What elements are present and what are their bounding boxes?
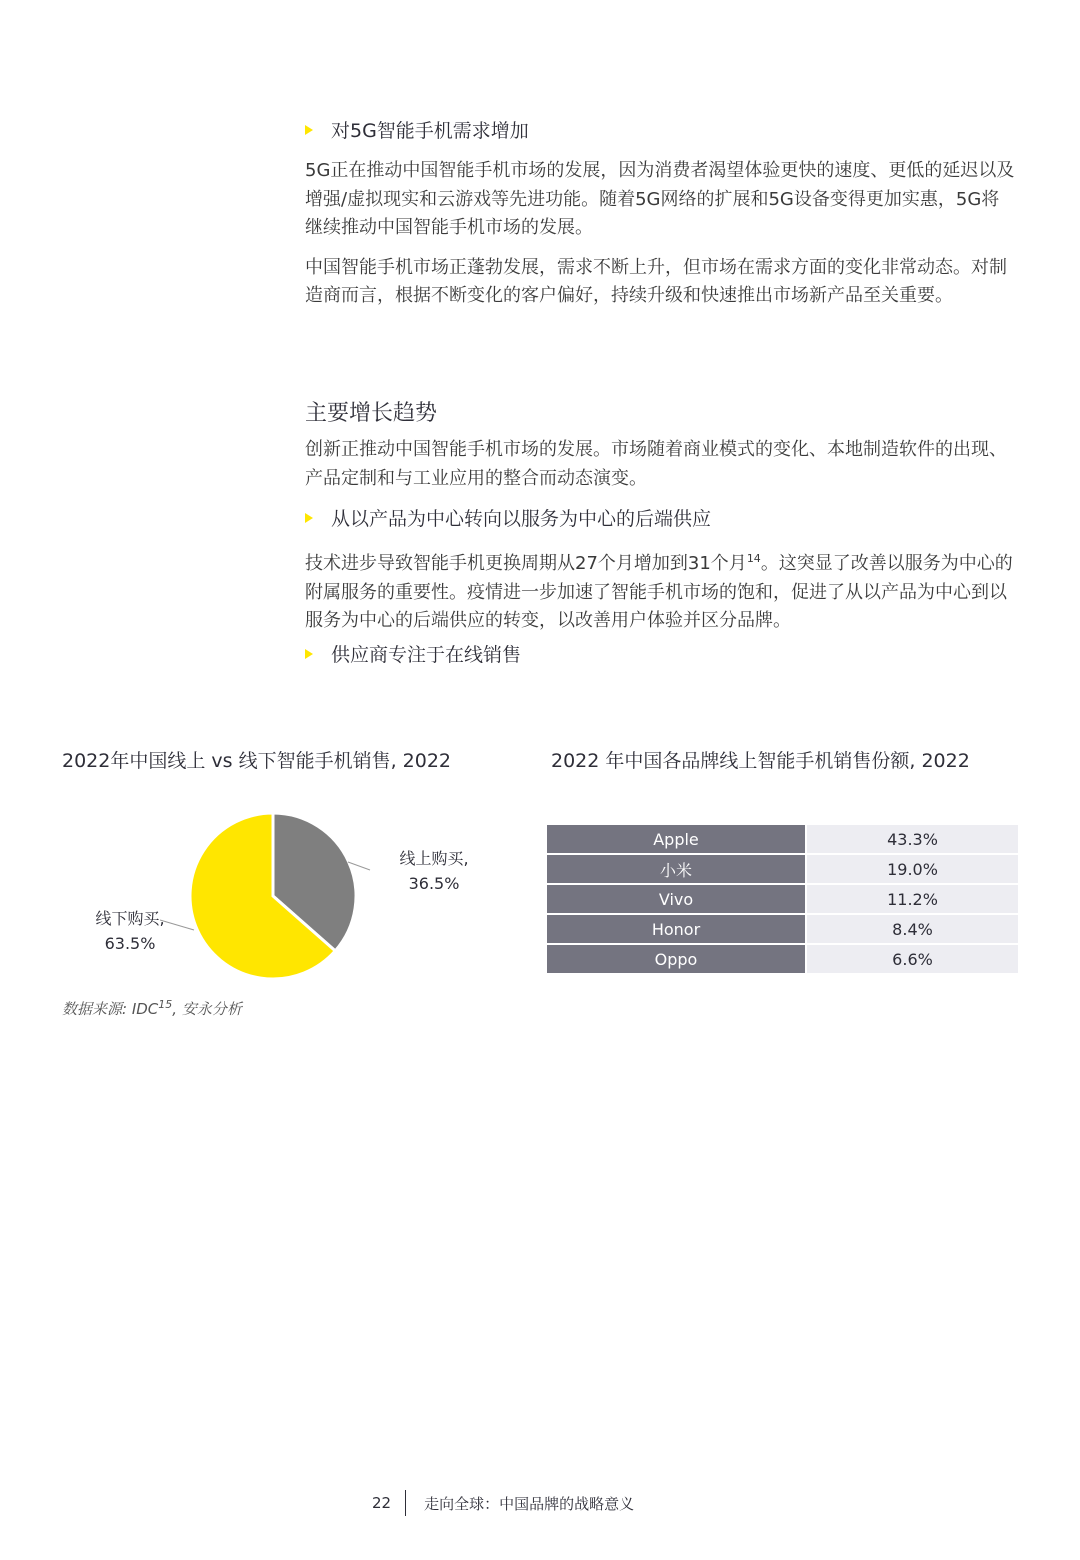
data-source-note [62,998,242,1019]
bullet-triangle-icon [305,513,313,523]
source-text-cont: , 安永分析 [172,1000,242,1018]
pie-label-online-value: 36.5% [408,874,460,893]
footer-title: 走向全球：中国品牌的战略意义 [424,1494,635,1513]
paragraph-replacement-cycle [305,545,1017,636]
pie-chart-title: 2022年中国线上 vs 线下智能手机销售, 2022 [62,750,452,772]
bullet-service-shift-text: 从以产品为中心转向以服务为中心的后端供应 [331,508,712,530]
brand-cell: 小米 [547,855,807,883]
bullet-triangle-icon [305,125,313,135]
table-row [547,885,1018,913]
section2-service [305,545,1017,636]
share-cell: 11.2% [807,885,1018,913]
share-cell: 8.4% [807,915,1018,943]
footnote-15: 15 [158,998,173,1011]
pie-label-offline [80,906,180,956]
footer-divider [405,1490,406,1516]
page-number: 22 [372,1494,392,1512]
brand-share-table [547,823,1018,975]
footnote-14: 14 [746,552,761,565]
paragraph-market-dynamics: 中国智能手机市场正蓬勃发展，需求不断上升，但市场在需求方面的变化非常动态。对制造商而言，根据不断变化的客户偏好，持续升级和快速推出市场新产品至关重要。 [305,256,1007,306]
paragraph-5g: 5G正在推动中国智能手机市场的发展，因为消费者渴望体验更快的速度、更低的延迟以及增强/虚拟现实和云游戏等先进功能。随着5G网络的扩展和5G设备变得更加实惠，5G将继续推动中国智能手机市场的发展。 [305,160,1015,238]
pie-label-online [384,846,484,896]
share-cell: 6.6% [807,945,1018,973]
section2-intro [305,436,1017,493]
pie-label-offline-name: 线下购买, [95,909,165,928]
replacement-cycle-text: 技术进步导致智能手机更换周期从27个月增加到31个月 [305,553,747,574]
bullet-online-sales [305,642,521,668]
table-row [547,855,1018,883]
page-footer [372,1490,634,1516]
paragraph-innovation: 创新正推动中国智能手机市场的发展。市场随着商业模式的变化、本地制造软件的出现、产品定制和与工业应用的整合而动态演变。 [305,439,1007,489]
brand-cell: Vivo [547,885,807,913]
brand-cell: Apple [547,825,807,853]
table-row [547,915,1018,943]
bullet-triangle-icon [305,649,313,659]
replacement-cycle-text-cont: 。这突显了改善以服务为中心的附属服务的重要性。疫情进一步加速了智能手机市场的饱和，促进了从以产品为中心到以服务为中心的后端供应的转变，以改善用户体验并区分品牌。 [305,553,1013,631]
section-heading-growth-trends: 主要增长趋势 [305,401,438,426]
share-cell: 19.0% [807,855,1018,883]
table-row [547,945,1018,973]
pie-label-offline-value: 63.5% [104,934,156,953]
pie-label-online-name: 线上购买, [399,849,469,868]
brand-cell: Honor [547,915,807,943]
bullet-5g-demand-text: 对5G智能手机需求增加 [331,120,529,142]
table-chart-title: 2022 年中国各品牌线上智能手机销售份额, 2022 [551,750,970,772]
bullet-5g-demand [305,118,529,144]
section1-body [305,157,1017,311]
bullet-service-shift [305,506,711,532]
brand-cell: Oppo [547,945,807,973]
table-row [547,825,1018,853]
bullet-online-sales-text: 供应商专注于在线销售 [331,644,522,666]
share-cell: 43.3% [807,825,1018,853]
source-text: 数据来源: IDC [62,1000,159,1018]
